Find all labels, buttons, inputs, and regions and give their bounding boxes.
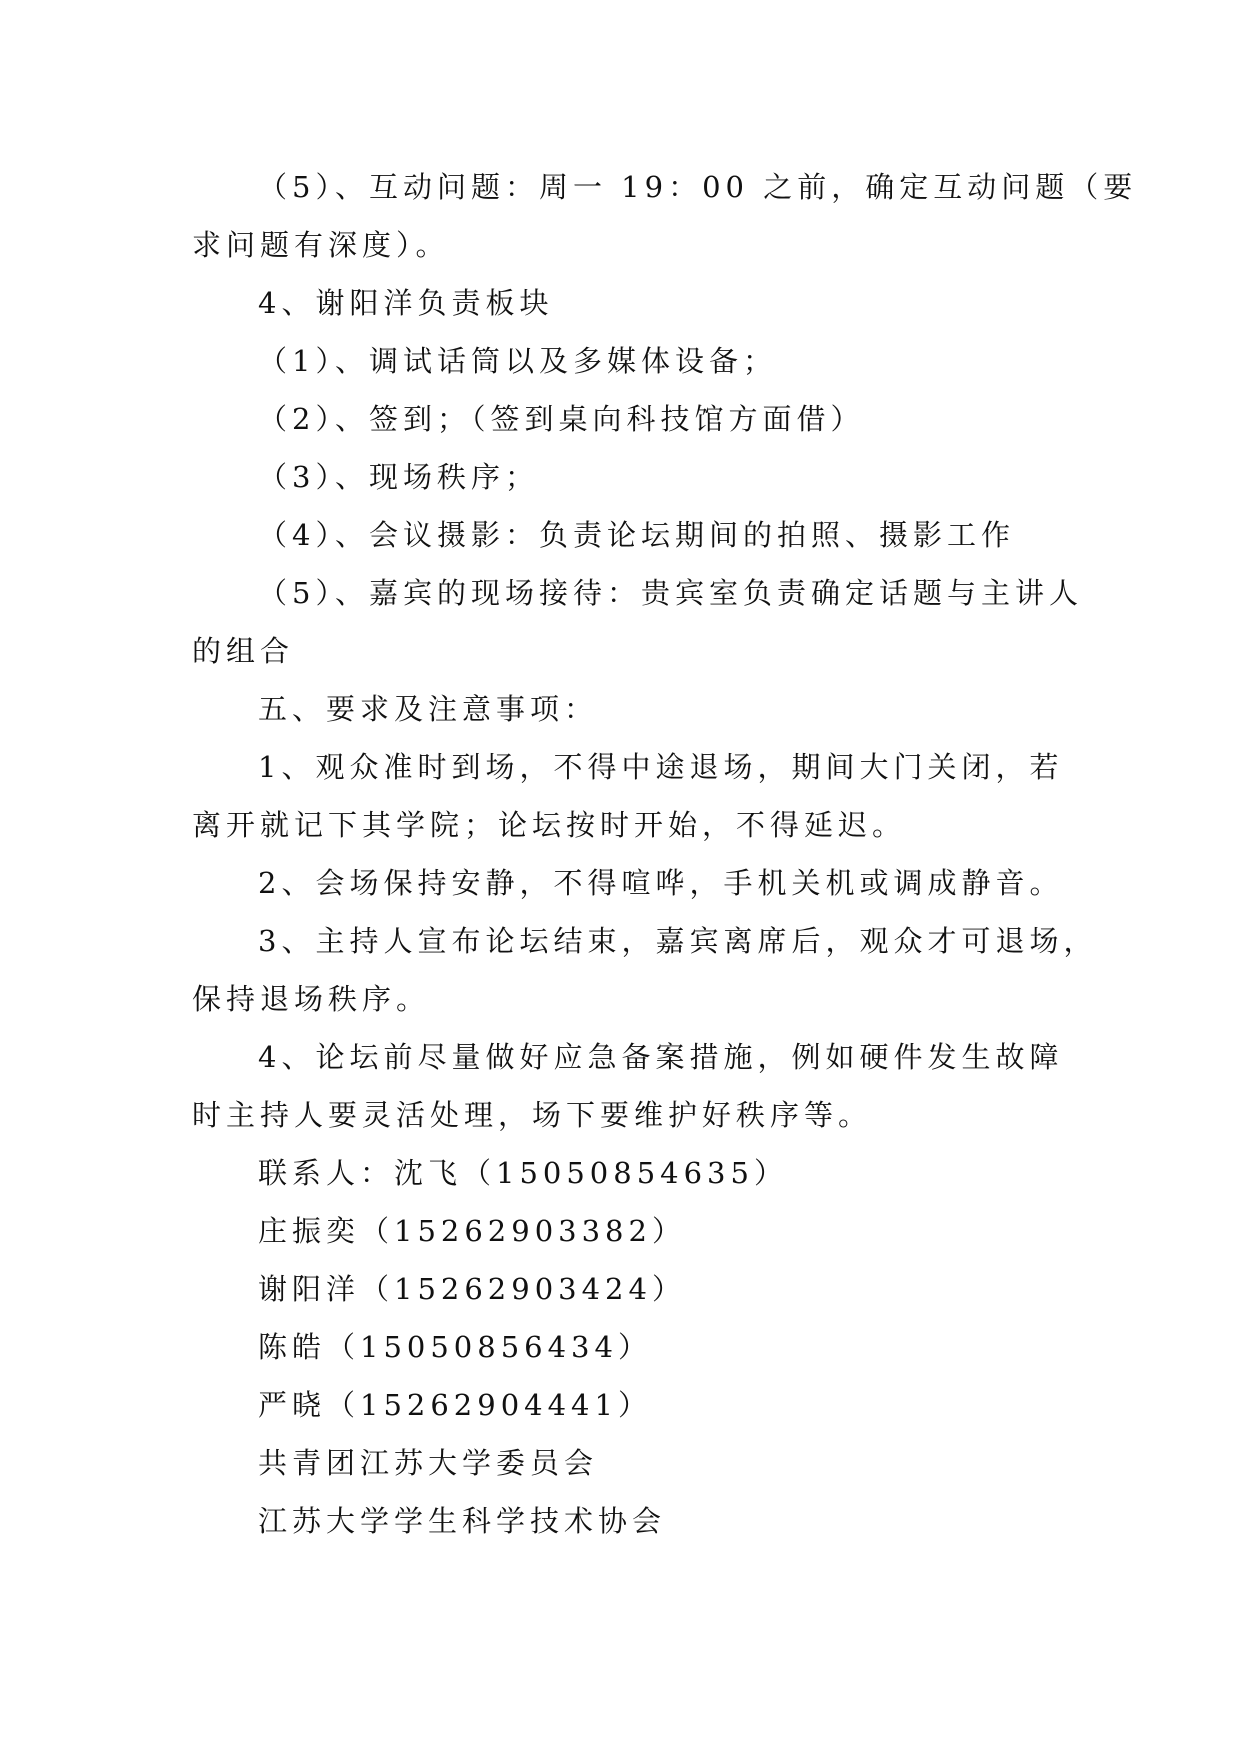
section-heading: 五、要求及注意事项： [258, 692, 599, 726]
contact-line: 严晓（15262904441） [258, 1388, 652, 1422]
text-line: 1、观众准时到场，不得中途退场，期间大门关闭，若 [258, 750, 1064, 784]
text-line: （5）、嘉宾的现场接待：贵宾室负责确定话题与主讲人 [258, 576, 1083, 610]
text-line: （5）、互动问题：周一 19：00 之前，确定互动问题（要 [258, 170, 1138, 204]
section-heading: 4、谢阳洋负责板块 [258, 286, 554, 320]
text-line: 离开就记下其学院；论坛按时开始，不得延迟。 [192, 808, 907, 842]
text-line: 的组合 [192, 634, 295, 668]
text-line: 2、会场保持安静，不得喧哗，手机关机或调成静音。 [258, 866, 1064, 900]
contact-line: 谢阳洋（15262903424） [258, 1272, 686, 1306]
text-line: （2）、签到；（签到桌向科技馆方面借） [258, 402, 865, 436]
contact-line: 陈皓（15050856434） [258, 1330, 652, 1364]
text-line: 时主持人要灵活处理，场下要维护好秩序等。 [192, 1098, 873, 1132]
contact-line: 庄振奕（15262903382） [258, 1214, 686, 1248]
text-line: 求问题有深度）。 [192, 228, 450, 262]
document-page [192, 158, 1138, 1550]
contact-line: 联系人：沈飞（15050854635） [258, 1156, 788, 1190]
text-line: （3）、现场秩序； [258, 460, 539, 494]
organization-line: 江苏大学学生科学技术协会 [258, 1504, 667, 1538]
organization-line: 共青团江苏大学委员会 [258, 1446, 599, 1480]
text-line: （4）、会议摄影：负责论坛期间的拍照、摄影工作 [258, 518, 1015, 552]
text-line: （1）、调试话筒以及多媒体设备； [258, 344, 777, 378]
text-line: 保持退场秩序。 [192, 982, 431, 1016]
text-line: 3、主持人宣布论坛结束，嘉宾离席后，观众才可退场， [258, 924, 1098, 958]
text-line: 4、论坛前尽量做好应急备案措施，例如硬件发生故障 [258, 1040, 1064, 1074]
